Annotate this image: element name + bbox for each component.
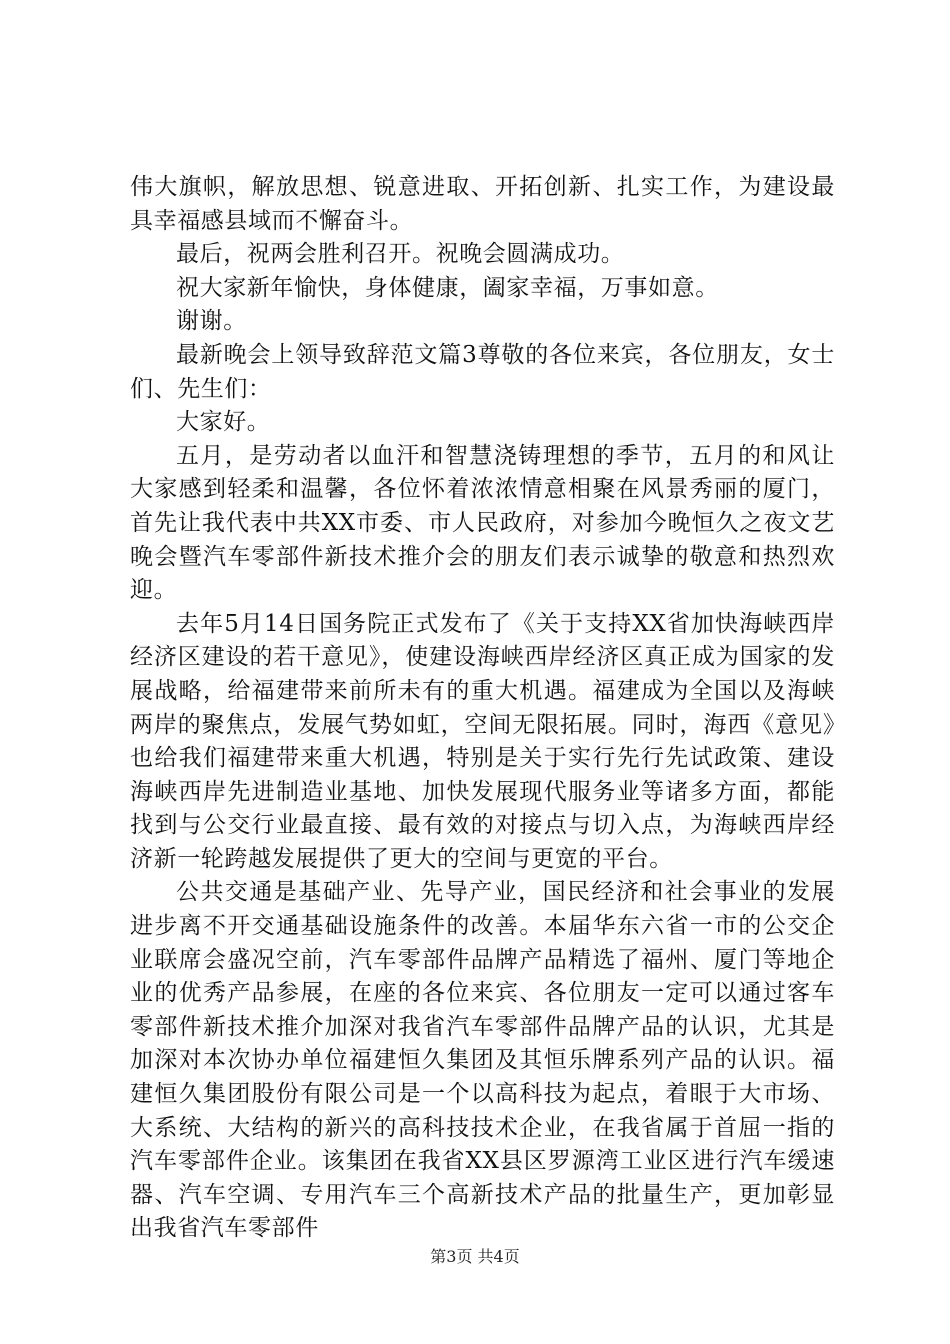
paragraph-9: 公共交通是基础产业、先导产业，国民经济和社会事业的发展进步离不开交通基础设施条件的改善。本届华东六省一市的公交企业联席会盛况空前，汽车零部件品牌产品精选了福州、厦门等地企业的优秀产品参展，在座的各位来宾、各位朋友一定可以通过客车零部件新技术推介加深对我省汽车零部件品牌产品的认识，尤其是加深对本次协办单位福建恒久集团及其恒乐牌系列产品的认识。福建恒久集团股份有限公司是一个以高科技为起点，着眼于大市场、大系统、大结构的新兴的高科技技术企业，在我省属于首屈一指的汽车零部件企业。该集团在我省XX县区罗源湾工业区进行汽车缓速器、汽车空调、专用汽车三个高新技术产品的批量生产，更加彰显出我省汽车零部件 <box>130 879 835 1242</box>
paragraph-7: 五月，是劳动者以血汗和智慧浇铸理想的季节，五月的和风让大家感到轻柔和温馨，各位怀着浓浓情意相聚在风景秀丽的厦门，首先让我代表中共XX市委、市人民政府，对参加今晚恒久之夜文艺晚会暨汽车零部件新技术推介会的朋友们表示诚挚的敬意和热烈欢迎。 <box>130 442 835 604</box>
paragraph-6: 大家好。 <box>176 409 271 436</box>
paragraph-3: 祝大家新年愉快，身体健康，阖家幸福，万事如意。 <box>176 274 719 301</box>
paragraph-4: 谢谢。 <box>176 308 247 335</box>
document-body <box>130 171 835 1246</box>
page-number-footer: 第3页 共4页 <box>430 1247 520 1266</box>
paragraph-2: 最后，祝两会胜利召开。祝晚会圆满成功。 <box>176 241 625 268</box>
paragraph-5: 最新晚会上领导致辞范文篇3尊敬的各位来宾，各位朋友，女士们、先生们： <box>130 341 835 402</box>
paragraph-8: 去年5月14日国务院正式发布了《关于支持XX省加快海峡西岸经济区建设的若干意见》，使建设海峡西岸经济区真正成为国家的发展战略，给福建带来前所未有的重大机遇。福建成为全国以及海峡两岸的聚焦点，发展气势如虹，空间无限拓展。同时，海西《意见》也给我们福建带来重大机遇，特别是关于实行先行先试政策、建设海峡西岸先进制造业基地、加快发展现代服务业等诸多方面，都能找到与公交行业最直接、最有效的对接点与切入点，为海峡西岸经济新一轮跨越发展提供了更大的空间与更宽的平台。 <box>130 610 835 872</box>
paragraph-1: 伟大旗帜，解放思想、锐意进取、开拓创新、扎实工作，为建设最具幸福感县域而不懈奋斗。 <box>130 174 835 234</box>
